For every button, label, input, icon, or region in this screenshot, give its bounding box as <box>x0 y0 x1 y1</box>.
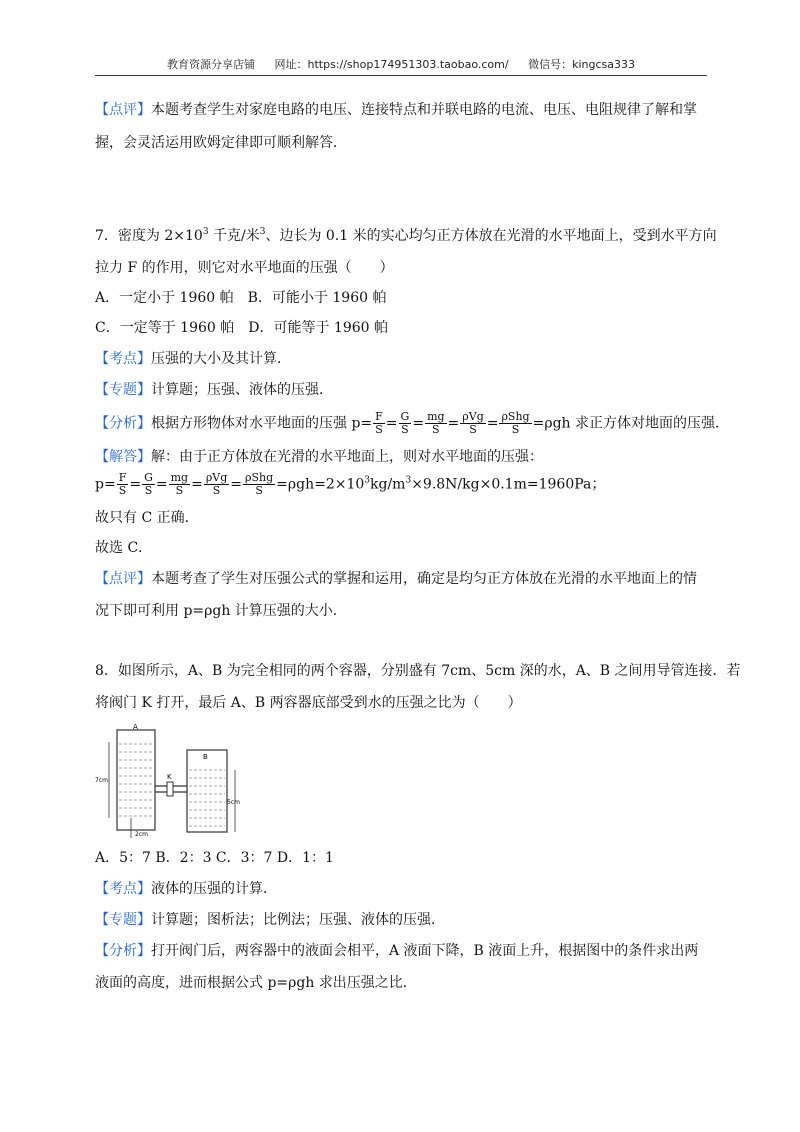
q7-kaodian: 【考点】压强的大小及其计算． <box>95 351 291 367</box>
frac-g-s: $\frac{G}{S}$ <box>400 410 410 436</box>
frac-rvg-s: $\frac{\text{ρVg}}{S}$ <box>462 410 484 436</box>
q7-zhuanti: 【专题】计算题；压强、液体的压强． <box>95 382 333 398</box>
page-header <box>95 56 707 72</box>
header-shop: 教育资源分享店铺 <box>167 58 255 71</box>
q7-dianping-line2: 况下即可利用 p=ρgh 计算压强的大小． <box>95 603 347 619</box>
q7-formula: p= $\frac{F}{S}$ = $\frac{G}{S}$ = $\frac{mg}{S}$ = $\frac{\text{ρVg}}{S}$ = $\frac{\text{ρShg}}{S}$ $=\rho gh=2\times 10^3kg/m^3\times 9.8N/kg\times 0.1m=1960Pa$； <box>95 471 606 497</box>
header-divider <box>95 75 707 76</box>
q8-kaodian: 【考点】液体的压强的计算． <box>95 881 277 897</box>
q6-comment-line2: 握，会灵活运用欧姆定律即可顺利解答． <box>95 135 347 151</box>
q8-options: A．5：7 B．2：3 C．3：7 D．1：1 <box>95 850 334 866</box>
label-7cm: 7cm <box>95 777 108 784</box>
q8-stem-line2: 将阀门 K 打开，最后 A、B 两容器底部受到水的压强之比为（ ） <box>95 695 522 711</box>
label-5cm: 5cm <box>227 799 240 806</box>
frac-rshg-s: $\frac{\text{ρShg}}{S}$ <box>501 410 530 436</box>
q7-options-ab: A．一定小于 1960 帕 B．可能小于 1960 帕 <box>95 290 387 306</box>
label-b: B <box>203 753 208 761</box>
header-url[interactable]: 网址：https://shop174951303.taobao.com/ <box>274 58 509 71</box>
two-containers-figure <box>95 722 245 840</box>
label-a: A <box>133 723 138 731</box>
q7-jieda: 【解答】解：由于正方体放在光滑的水平地面上，则对水平地面的压强： <box>95 449 543 465</box>
q8-fenxi-line2: 液面的高度，进而根据公式 p=ρgh 求出压强之比． <box>95 975 417 991</box>
q8-stem-line1: 8．如图所示，A、B 为完全相同的两个容器，分别盛有 7cm、5cm 深的水，A、B 之间用导管连接．若 <box>95 663 741 679</box>
q7-fenxi: 【分析】根据方形物体对水平地面的压强 p= $\frac{F}{S}$ = $\frac{G}{S}$ = $\frac{mg}{S}$ = $\frac{\text{ρVg}}{S}$ = $\frac{\text{ρShg}}{S}$ =ρgh 求正方体对地面的压强． <box>95 410 729 436</box>
q8-fenxi-line1: 【分析】打开阀门后，两容器中的液面会相平，A 液面下降，B 液面上升，根据图中的条件求出两 <box>95 943 699 959</box>
q8-zhuanti: 【专题】计算题；图析法；比例法；压强、液体的压强． <box>95 912 445 928</box>
q7-options-cd: C．一定等于 1960 帕 D．可能等于 1960 帕 <box>95 320 388 336</box>
q6-comment-line1: 【点评】本题考查学生对家庭电路的电压、连接特点和并联电路的电流、电压、电阻规律了解和掌 <box>95 102 697 118</box>
comment-tag: 【点评】 <box>95 102 151 118</box>
q7-only-c: 故只有 C 正确． <box>95 510 199 526</box>
q7-stem-line1: 7．密度为 $2\times 10^3$ 千克/米$^3$、边长为 0.1 米的实心均匀正方体放在光滑的水平地面上，受到水平方向 <box>95 227 717 244</box>
header-wechat: 微信号：kingcsa333 <box>528 58 635 71</box>
frac-mg-s: $\frac{mg}{S}$ <box>427 410 445 436</box>
q7-dianping-line1: 【点评】本题考查了学生对压强公式的掌握和运用，确定是均匀正方体放在光滑的水平地面上的情 <box>95 571 697 587</box>
label-k: K <box>167 773 172 781</box>
label-2cm: 2cm <box>135 831 148 838</box>
q7-stem-line2: 拉力 F 的作用，则它对水平地面的压强（ ） <box>95 260 394 276</box>
q7-choose: 故选 C． <box>95 540 153 556</box>
frac-f-s: $\frac{F}{S}$ <box>375 410 383 436</box>
